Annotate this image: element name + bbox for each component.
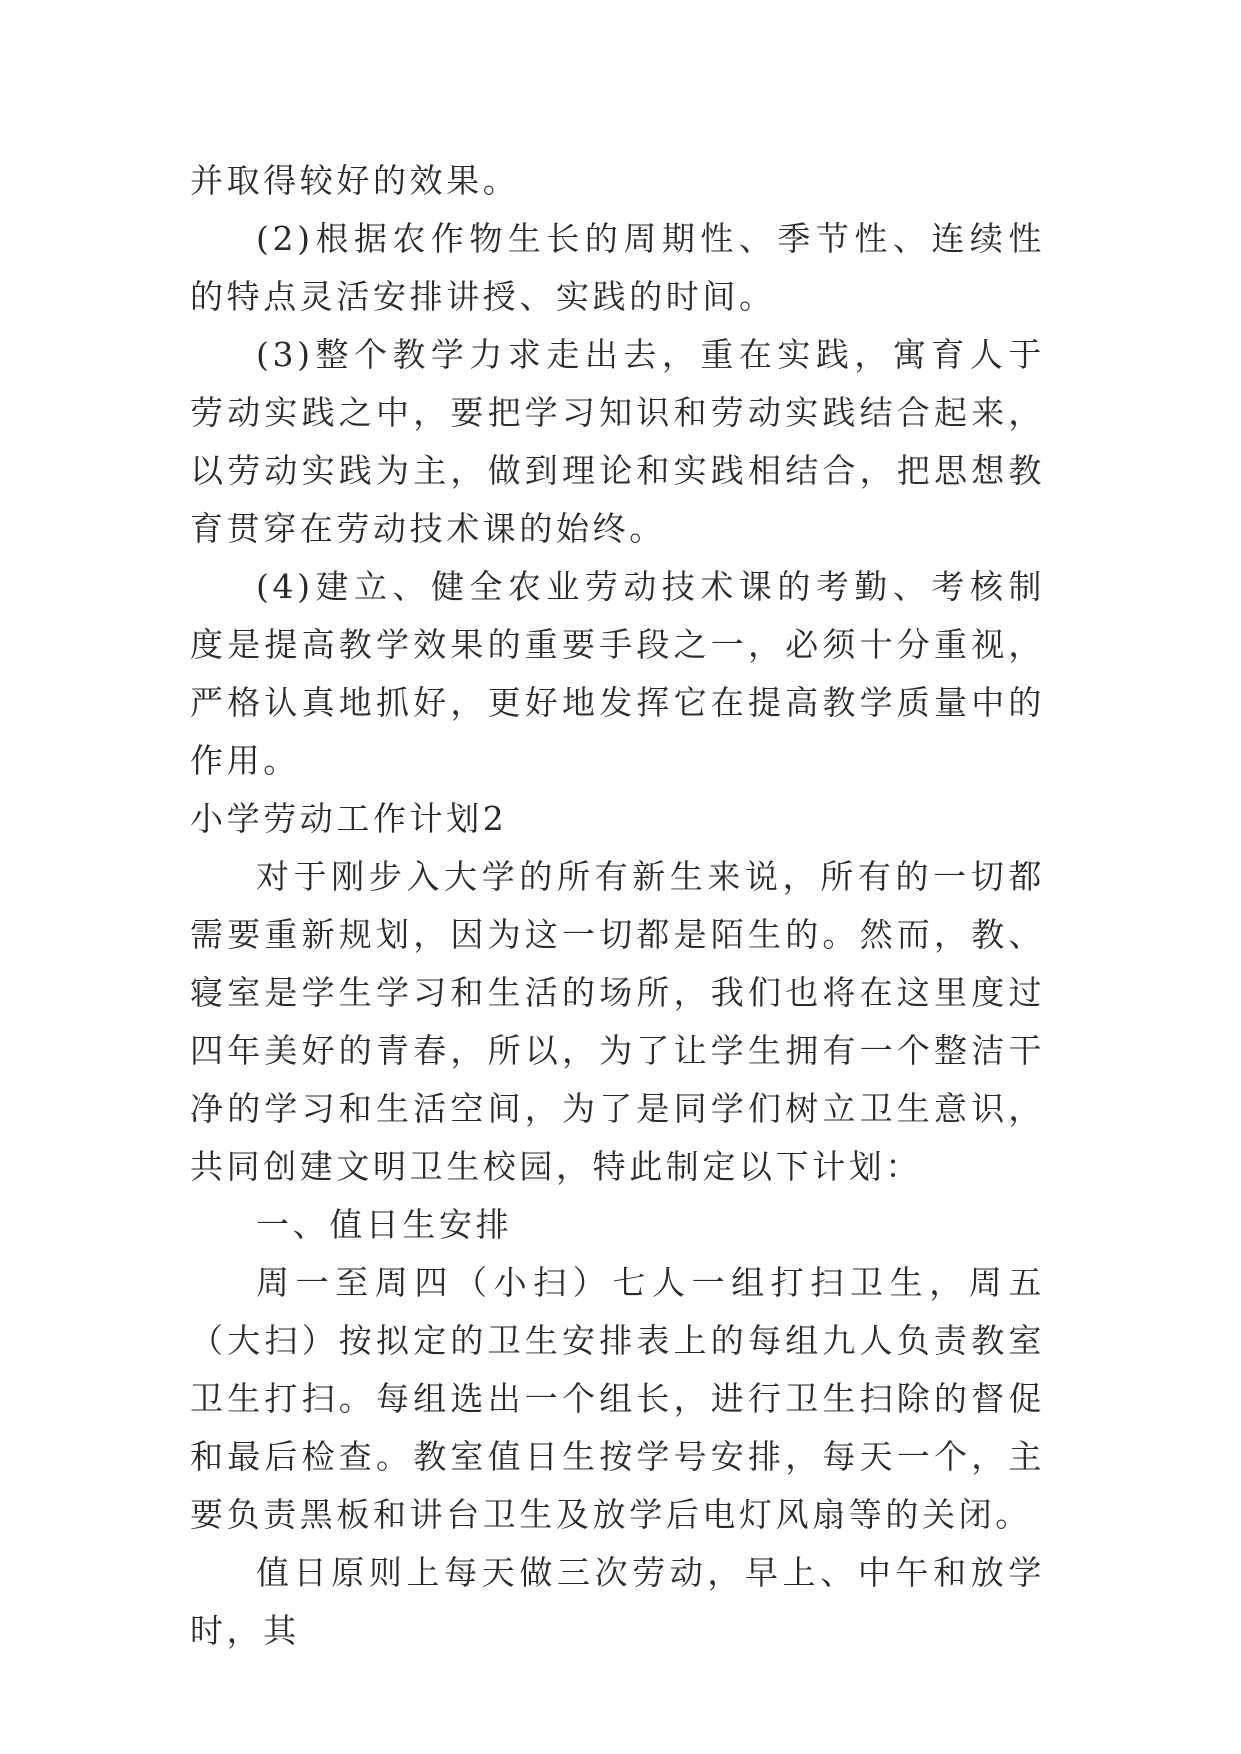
paragraph-item-4: (4)建立、健全农业劳动技术课的考勤、考核制度是提高教学效果的重要手段之一，必须十分重视，严格认真地抓好，更好地发挥它在提高教学质量中的作用。 [190, 567, 1045, 780]
paragraph-continuation: 并取得较好的效果。 [190, 161, 520, 200]
subsection-heading: 一、值日生安排 [256, 1205, 513, 1244]
paragraph-duty-principle: 值日原则上每天做三次劳动，早上、中午和放学时，其 [190, 1553, 1045, 1650]
paragraph-item-2: (2)根据农作物生长的周期性、季节性、连续性的特点灵活安排讲授、实践的时间。 [190, 219, 1045, 316]
paragraph-item-3: (3)整个教学力求走出去，重在实践，寓育人于劳动实践之中，要把学习知识和劳动实践结合起来，以劳动实践为主，做到理论和实践相结合，把思想教育贯穿在劳动技术课的始终。 [190, 335, 1045, 548]
section-title: 小学劳动工作计划2 [190, 799, 508, 838]
paragraph-duty-schedule: 周一至周四（小扫）七人一组打扫卫生，周五（大扫）按拟定的卫生安排表上的每组九人负责教室卫生打扫。每组选出一个组长，进行卫生扫除的督促和最后检查。教室值日生按学号安排，每天一个，主要负责黑板和讲台卫生及放学后电灯风扇等的关闭。 [190, 1263, 1045, 1534]
document-body [190, 152, 1045, 1660]
paragraph-intro: 对于刚步入大学的所有新生来说，所有的一切都需要重新规划，因为这一切都是陌生的。然而，教、寝室是学生学习和生活的场所，我们也将在这里度过四年美好的青春，所以，为了让学生拥有一个整洁干净的学习和生活空间，为了是同学们树立卫生意识，共同创建文明卫生校园，特此制定以下计划： [190, 857, 1045, 1186]
